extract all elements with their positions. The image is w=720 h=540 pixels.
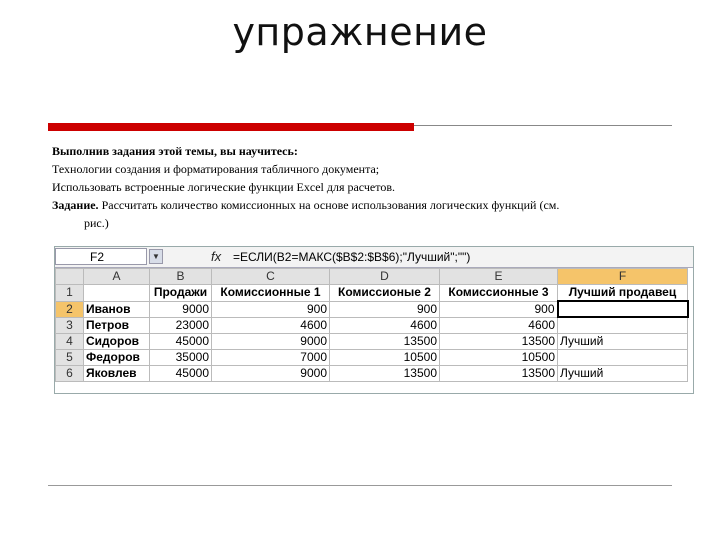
cell[interactable]: Иванов bbox=[84, 301, 150, 317]
cell[interactable]: 9000 bbox=[212, 333, 330, 349]
column-header-a[interactable]: A bbox=[84, 269, 150, 285]
objective-1: Технологии создания и форматирования табличного документа; bbox=[52, 162, 380, 176]
formula-input[interactable]: =ЕСЛИ(B2=МАКС($B$2:$B$6);"Лучший";"") bbox=[233, 250, 471, 264]
cell[interactable]: 45000 bbox=[150, 333, 212, 349]
table-row bbox=[56, 301, 688, 317]
active-cell[interactable] bbox=[558, 301, 688, 317]
cell[interactable]: Комиссионые 2 bbox=[330, 285, 440, 302]
cell[interactable]: 4600 bbox=[212, 317, 330, 333]
table-row bbox=[56, 349, 688, 365]
cell[interactable]: 7000 bbox=[212, 349, 330, 365]
cell[interactable]: Продажи bbox=[150, 285, 212, 302]
objectives-heading: Выполнив задания этой темы, вы научитесь: bbox=[52, 144, 298, 158]
name-box[interactable]: F2 bbox=[55, 248, 147, 265]
cell[interactable]: 13500 bbox=[330, 365, 440, 381]
cell[interactable] bbox=[558, 349, 688, 365]
task-label: Задание. bbox=[52, 198, 99, 212]
cell[interactable]: 13500 bbox=[330, 333, 440, 349]
spreadsheet-screenshot bbox=[54, 246, 694, 394]
cell[interactable]: 10500 bbox=[440, 349, 558, 365]
cell[interactable] bbox=[84, 285, 150, 302]
task-continuation: рис.) bbox=[84, 216, 109, 230]
cell[interactable]: Лучший продавец bbox=[558, 285, 688, 302]
table-row bbox=[56, 285, 688, 302]
column-header-e[interactable]: E bbox=[440, 269, 558, 285]
cell[interactable]: 10500 bbox=[330, 349, 440, 365]
cell[interactable]: Лучший bbox=[558, 365, 688, 381]
cell[interactable]: 900 bbox=[440, 301, 558, 317]
cell[interactable]: 35000 bbox=[150, 349, 212, 365]
cell[interactable]: Петров bbox=[84, 317, 150, 333]
table-row bbox=[56, 365, 688, 381]
row-header[interactable]: 1 bbox=[56, 285, 84, 302]
chevron-down-icon[interactable]: ▼ bbox=[149, 249, 163, 264]
cell[interactable]: 23000 bbox=[150, 317, 212, 333]
objective-2: Использовать встроенные логические функции Excel для расчетов. bbox=[52, 180, 395, 194]
page-title: упражнение bbox=[232, 10, 488, 54]
cell[interactable]: 9000 bbox=[212, 365, 330, 381]
cell[interactable]: 9000 bbox=[150, 301, 212, 317]
row-header[interactable]: 4 bbox=[56, 333, 84, 349]
cell[interactable]: Лучший bbox=[558, 333, 688, 349]
column-header-d[interactable]: D bbox=[330, 269, 440, 285]
row-header[interactable]: 6 bbox=[56, 365, 84, 381]
cell[interactable]: Федоров bbox=[84, 349, 150, 365]
cell[interactable]: 45000 bbox=[150, 365, 212, 381]
cell[interactable]: 13500 bbox=[440, 365, 558, 381]
cell[interactable] bbox=[558, 317, 688, 333]
cell[interactable]: 4600 bbox=[440, 317, 558, 333]
column-header-f[interactable]: F bbox=[558, 269, 688, 285]
row-header[interactable]: 5 bbox=[56, 349, 84, 365]
task-text: Рассчитать количество комиссионных на основе использования логических функций (см. bbox=[98, 198, 560, 212]
column-header-row bbox=[56, 269, 688, 285]
row-header[interactable]: 2 bbox=[56, 301, 84, 317]
footer-divider bbox=[48, 485, 672, 486]
cell[interactable]: 4600 bbox=[330, 317, 440, 333]
table-row bbox=[56, 333, 688, 349]
spreadsheet-grid bbox=[55, 268, 689, 382]
cell[interactable]: 900 bbox=[330, 301, 440, 317]
cell[interactable]: 13500 bbox=[440, 333, 558, 349]
row-header[interactable]: 3 bbox=[56, 317, 84, 333]
cell[interactable]: Сидоров bbox=[84, 333, 150, 349]
table-row bbox=[56, 317, 688, 333]
select-all-corner[interactable] bbox=[56, 269, 84, 285]
accent-bar bbox=[48, 123, 414, 131]
column-header-b[interactable]: B bbox=[150, 269, 212, 285]
cell[interactable]: 900 bbox=[212, 301, 330, 317]
exercise-text bbox=[52, 142, 692, 232]
cell[interactable]: Комиссионные 1 bbox=[212, 285, 330, 302]
cell[interactable]: Яковлев bbox=[84, 365, 150, 381]
fx-icon[interactable]: fx bbox=[211, 249, 222, 264]
formula-bar bbox=[55, 247, 693, 268]
task-paragraph bbox=[52, 196, 692, 214]
cell[interactable]: Комиссионные 3 bbox=[440, 285, 558, 302]
column-header-c[interactable]: C bbox=[212, 269, 330, 285]
